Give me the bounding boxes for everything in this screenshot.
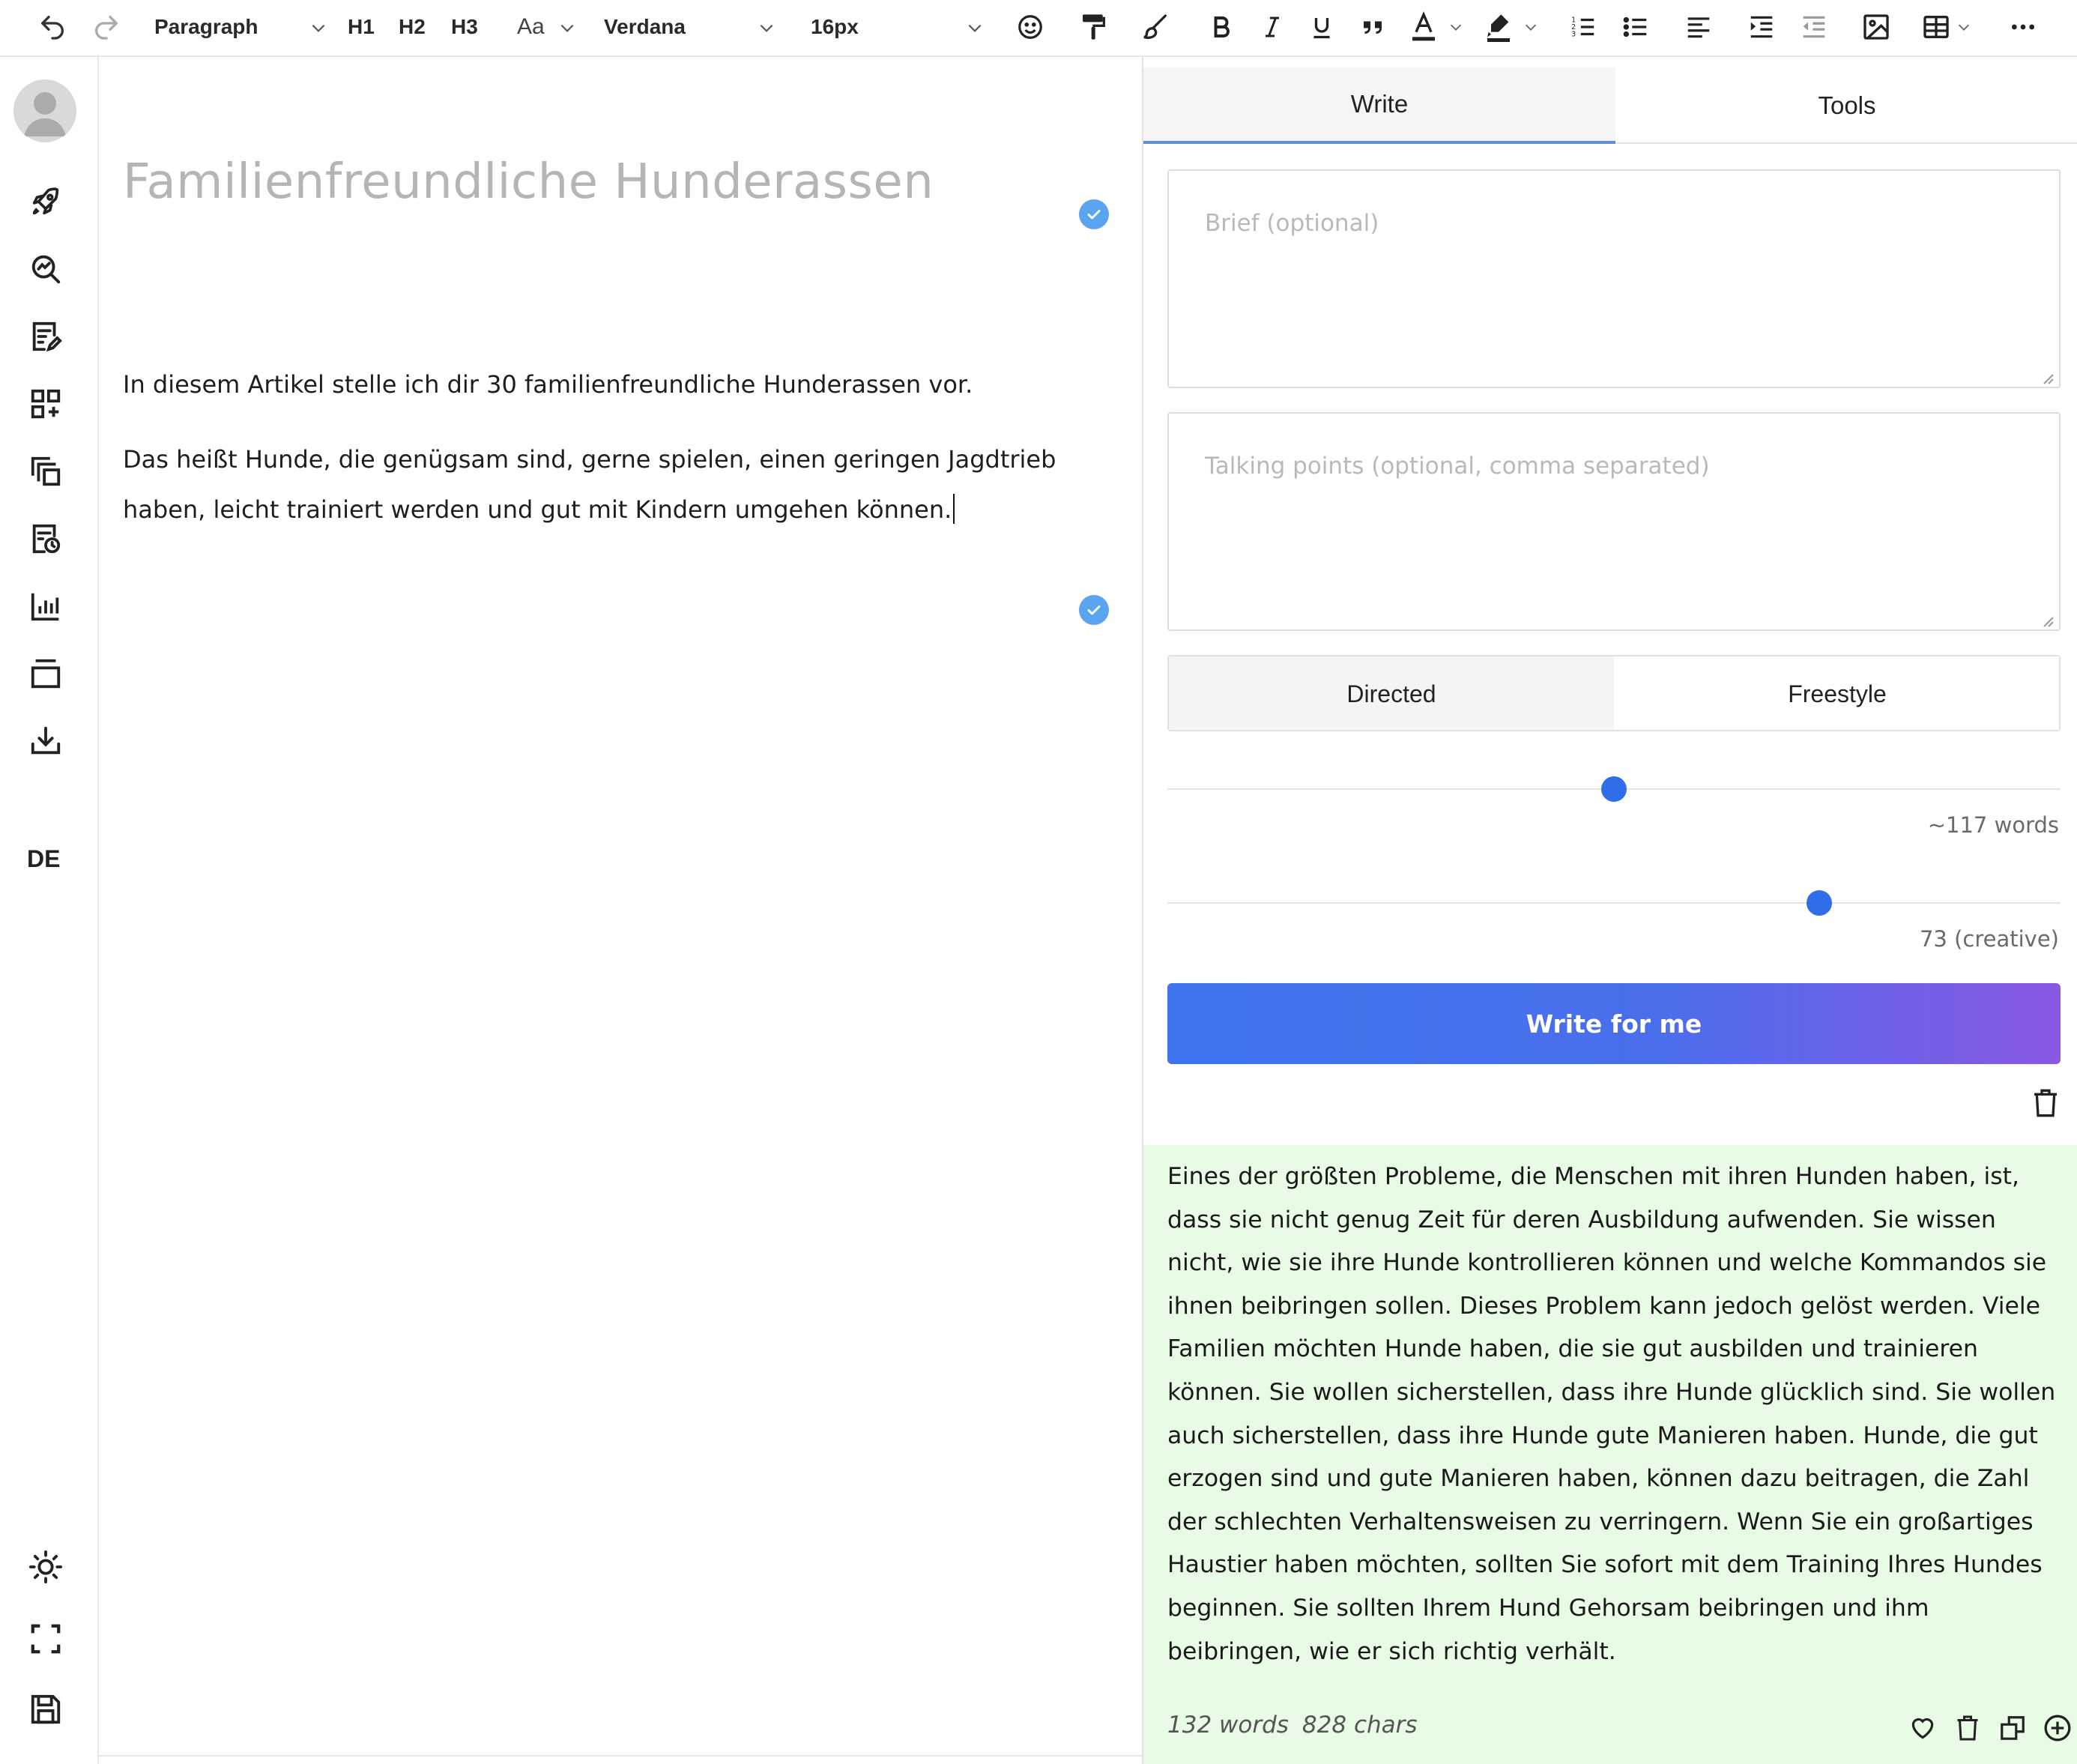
sun-icon[interactable]	[27, 1548, 64, 1586]
chart-icon[interactable]	[27, 588, 64, 625]
heart-icon[interactable]	[1906, 1712, 1939, 1745]
paragraph-line-text: haben, leicht trainiert werden und gut mit Kindern umgehen können.	[123, 495, 952, 524]
avatar[interactable]	[13, 79, 76, 142]
indent-icon[interactable]	[1747, 0, 1776, 54]
paragraph-intro[interactable]: In diesem Artikel stelle ich dir 30 familienfreundliche Hunderassen vor.	[123, 370, 973, 399]
notes-edit-icon[interactable]	[27, 318, 64, 355]
italic-icon[interactable]	[1259, 0, 1286, 54]
editor-toolbar	[0, 0, 2077, 57]
ai-writer-panel	[1142, 57, 2077, 1764]
redo-icon[interactable]	[91, 0, 121, 54]
tab-tools[interactable]: Tools	[1818, 91, 1876, 119]
check-icon	[1079, 595, 1109, 625]
heading1-label: H1	[348, 15, 375, 38]
bullet-list-icon[interactable]	[1621, 0, 1650, 54]
clear-format-icon[interactable]	[1140, 0, 1170, 54]
text-case-select[interactable]	[517, 0, 580, 54]
block-type-select[interactable]	[154, 0, 331, 54]
table-icon	[1921, 12, 1951, 42]
emoji-icon[interactable]	[1016, 0, 1044, 54]
generated-text[interactable]: Eines der größten Probleme, die Menschen mit ihren Hunden haben, ist, dass sie nicht genug Zeit für deren Ausbildung aufwenden. Sie wissen nicht, wie sie ihre Hunde kontrollieren können und welche Kommandos sie ihnen beibringen sollen. Dieses Problem kann jedoch gelöst werden. Viele Familien möchten Hunde haben, die sie gut ausbilden und trainieren können. Sie wollen sicherstellen, dass ihre Hunde glücklich sind. Sie wollen auch sicherstellen, dass ihre Hunde gute Manieren haben. Hunde, die gut erzogen sind und gute Manieren haben, können dazu beitragen, die Zahl der schlechten Verhaltensweisen zu verringern. Wenn Sie ein großartiges Haustier haben möchten, sollten Sie sofort mit dem Training Ihres Hundes beginnen. Sie sollten Ihrem Hund Gehorsam beibringen und ihm beibringen, wie er sich richtig verhält.	[1167, 1163, 2056, 1665]
text-case-label: Aa	[517, 14, 545, 39]
more-icon[interactable]	[2008, 0, 2038, 54]
font-family-value: Verdana	[604, 15, 686, 38]
table-button[interactable]	[1921, 0, 1981, 54]
mode-toggle	[1167, 655, 2061, 731]
insert-icon[interactable]	[2041, 1712, 2074, 1745]
window-icon[interactable]	[27, 655, 64, 692]
paragraph-line-last	[123, 485, 1056, 535]
creativity-slider[interactable]	[1167, 902, 2061, 904]
save-icon[interactable]	[27, 1691, 64, 1728]
paragraph-definition[interactable]	[123, 435, 1056, 535]
quote-icon[interactable]	[1359, 0, 1386, 54]
word-count: 132 words	[1167, 1712, 1289, 1739]
result-stats	[1167, 1712, 1418, 1739]
language-switch[interactable]: DE	[27, 845, 61, 872]
font-color-icon	[1409, 10, 1439, 43]
length-slider-thumb[interactable]	[1601, 776, 1627, 802]
rocket-icon[interactable]	[27, 183, 64, 220]
mode-directed-button[interactable]: Directed	[1169, 656, 1614, 731]
svg-text:3: 3	[1571, 30, 1576, 39]
check-icon	[1079, 199, 1109, 229]
paragraph-line: Das heißt Hunde, die genügsam sind, gerne spielen, einen geringen Jagdtrieb	[123, 445, 1056, 474]
resize-grip-icon[interactable]	[2040, 613, 2055, 628]
generated-result	[1143, 1145, 2077, 1764]
align-left-icon[interactable]	[1684, 0, 1713, 54]
length-value: ~117 words	[1927, 812, 2059, 838]
apps-icon[interactable]	[27, 385, 64, 423]
panel-tabs	[1143, 67, 2077, 144]
char-count: 828 chars	[1301, 1712, 1418, 1739]
heading2-button[interactable]	[399, 0, 426, 54]
copy-icon[interactable]	[1996, 1712, 2029, 1745]
tab-write[interactable]: Write	[1143, 67, 1615, 144]
heading2-label: H2	[399, 15, 426, 38]
search-analytics-icon[interactable]	[27, 250, 64, 288]
heading1-button[interactable]	[348, 0, 375, 54]
talking-points-input[interactable]	[1167, 412, 2061, 631]
document-title[interactable]: Familienfreundliche Hunderassen	[123, 154, 934, 210]
delete-icon[interactable]	[1951, 1712, 1984, 1745]
block-type-value: Paragraph	[154, 15, 259, 38]
numbered-list-icon[interactable]	[1569, 0, 1597, 54]
bold-icon[interactable]	[1208, 0, 1235, 54]
font-size-value: 16px	[811, 15, 859, 38]
heading3-label: H3	[451, 15, 478, 38]
font-color-button[interactable]	[1409, 0, 1469, 54]
sidebar	[0, 57, 99, 1764]
highlight-button[interactable]	[1484, 0, 1544, 54]
layers-icon[interactable]	[27, 453, 64, 490]
write-for-me-button[interactable]: Write for me	[1167, 983, 2061, 1064]
editor-bottom-divider	[99, 1755, 1142, 1757]
resize-grip-icon[interactable]	[2040, 370, 2055, 385]
brief-input[interactable]	[1167, 169, 2061, 388]
underline-icon[interactable]	[1308, 0, 1335, 54]
heading3-button[interactable]	[451, 0, 478, 54]
trash-icon[interactable]	[2031, 1087, 2061, 1123]
highlight-icon	[1484, 10, 1514, 43]
mode-freestyle-button[interactable]: Freestyle	[1614, 656, 2061, 731]
creativity-slider-thumb[interactable]	[1807, 890, 1832, 916]
outdent-icon[interactable]	[1800, 0, 1828, 54]
text-caret	[953, 494, 955, 524]
image-icon[interactable]	[1861, 0, 1891, 54]
download-icon[interactable]	[27, 722, 64, 760]
svg-text:2: 2	[1571, 23, 1576, 32]
creativity-value: 73 (creative)	[1919, 926, 2059, 952]
svg-text:1: 1	[1571, 16, 1576, 25]
schedule-icon[interactable]	[27, 520, 64, 558]
undo-icon[interactable]	[37, 0, 67, 54]
fullscreen-icon[interactable]	[27, 1620, 64, 1658]
format-painter-icon[interactable]	[1079, 0, 1109, 54]
font-family-select[interactable]	[604, 0, 778, 54]
font-size-select[interactable]	[811, 0, 985, 54]
editor-area[interactable]	[99, 57, 1142, 1764]
